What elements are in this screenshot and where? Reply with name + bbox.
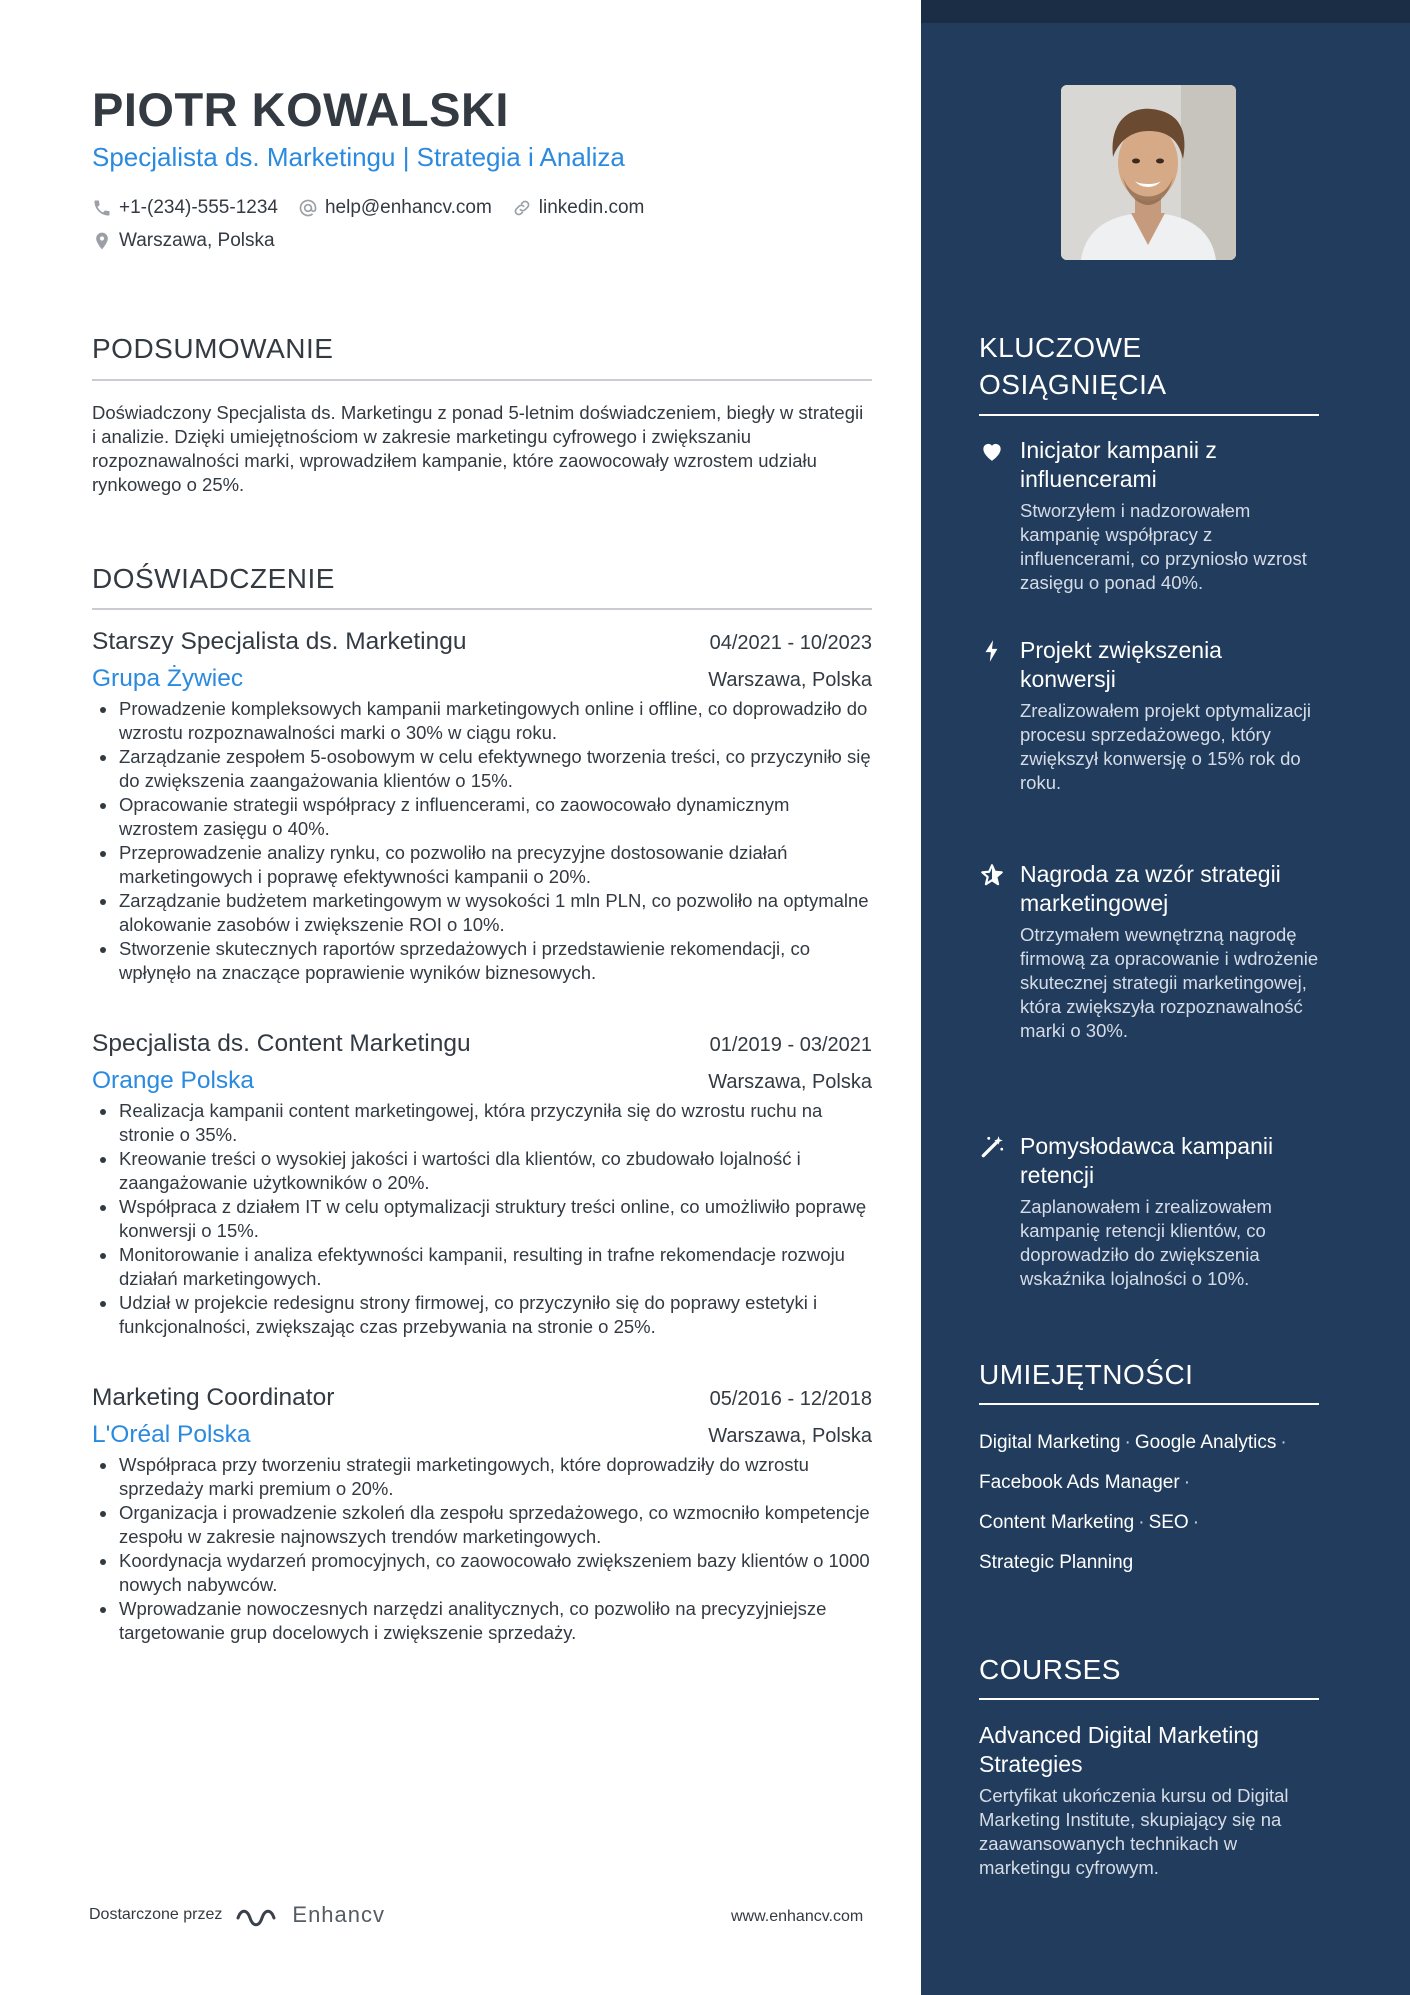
achievement-item <box>979 860 1319 1043</box>
skills-list <box>979 1423 1319 1583</box>
job-title: Marketing Coordinator <box>92 1384 335 1411</box>
achievement-title: Projekt zwiększenia konwersji <box>1020 637 1222 692</box>
skill-separator: · <box>1280 1432 1287 1453</box>
achievements-divider <box>979 414 1319 416</box>
achievement-title: Inicjator kampanii z influencerami <box>1020 437 1217 492</box>
skills-heading: UMIEJĘTNOŚCI <box>979 1359 1194 1390</box>
footer-brand: Enhancv <box>292 1902 386 1927</box>
job-dates: 04/2021 - 10/2023 <box>709 632 872 654</box>
course-item <box>979 1721 1319 1880</box>
candidate-name: PIOTR KOWALSKI <box>92 83 509 136</box>
achievement-desc: Stworzyłem i nadzorowałem kampanię współpracy z influencerami, co przyniosło wzrost zasięgu o ponad 40%. <box>1020 500 1307 593</box>
skill-item: Strategic Planning <box>979 1552 1134 1573</box>
contact-phone <box>92 197 278 219</box>
summary-text: Doświadczony Specjalista ds. Marketingu z ponad 5-letnim doświadczeniem, biegły w strategii i analizie. Dzięki umiejętnościom w zakresie marketingu cyfrowego i zwiększaniu rozpoznawalności marki, wprowadziłem kampanie, które zaowocowały wzrostem udziału rynkowego o 25%. <box>92 402 864 495</box>
list-item: Opracowanie strategii współpracy z influencerami, co zaowocowało dynamicznym wzrostem zasięgu o 40%. <box>92 793 872 841</box>
experience-divider <box>92 608 872 610</box>
job-bullets <box>92 1453 872 1645</box>
job-entry <box>92 1030 872 1339</box>
achievement-item <box>979 1132 1319 1291</box>
phone-icon <box>92 198 112 218</box>
contact-row <box>92 197 664 219</box>
list-item: Zarządzanie zespołem 5-osobowym w celu efektywnego tworzenia treści, co przyczyniło się do zwiększenia zaangażowania klientów o 15%. <box>92 745 872 793</box>
contact-email[interactable] <box>298 197 492 219</box>
skills-divider <box>979 1403 1319 1405</box>
achievements-heading: KLUCZOWE OSIĄGNIĘCIA <box>979 332 1167 400</box>
list-item: Prowadzenie kompleksowych kampanii marketingowych online i offline, co doprowadziło do wzrostu rozpoznawalności marki o 30% w ciągu roku. <box>92 697 872 745</box>
list-item: Współpraca z działem IT w celu optymalizacji struktury treści online, co umożliwiło poprawę konwersji o 15%. <box>92 1195 872 1243</box>
sidebar <box>921 0 1410 1995</box>
summary-heading: PODSUMOWANIE <box>92 333 334 364</box>
sidebar-top-bar <box>921 0 1410 23</box>
at-icon <box>298 198 318 218</box>
list-item: Udział w projekcie redesignu strony firmowej, co przyczyniło się do poprawy estetyki i funkcjonalności, zwiększając czas przebywania na stronie o 25%. <box>92 1291 872 1339</box>
list-item: Zarządzanie budżetem marketingowym w wysokości 1 mln PLN, co pozwoliło na optymalne alokowanie zasobów i zwiększenie ROI o 10%. <box>92 889 872 937</box>
list-item: Koordynacja wydarzeń promocyjnych, co zaowocowało zwiększeniem bazy klientów o 1000 nowych nabywców. <box>92 1549 872 1597</box>
skill-item: Content Marketing <box>979 1512 1135 1533</box>
profile-photo <box>1061 85 1236 260</box>
skill-separator: · <box>1124 1432 1131 1453</box>
list-item: Współpraca przy tworzeniu strategii marketingowych, które doprowadziły do wzrostu sprzedaży marki premium o 20%. <box>92 1453 872 1501</box>
skill-separator: · <box>1138 1512 1145 1533</box>
skill-separator: · <box>1183 1472 1191 1493</box>
job-location: Warszawa, Polska <box>708 1425 872 1447</box>
summary-divider <box>92 379 872 381</box>
contact-linkedin[interactable] <box>512 197 645 219</box>
enhancv-logo-icon <box>234 1902 284 1928</box>
achievement-item <box>979 436 1319 595</box>
list-item: Stworzenie skutecznych raportów sprzedażowych i przedstawienie rekomendacji, co wpłynęło na znaczące poprawienie wyników biznesowych. <box>92 937 872 985</box>
bolt-icon <box>979 638 1005 664</box>
location-pin-icon <box>92 231 112 251</box>
courses-heading: COURSES <box>979 1654 1121 1685</box>
job-company: Orange Polska <box>92 1067 255 1094</box>
achievement-title: Nagroda za wzór strategii marketingowej <box>1020 861 1281 916</box>
star-icon <box>979 862 1005 888</box>
job-bullets <box>92 1099 872 1339</box>
list-item: Monitorowanie i analiza efektywności kampanii, resulting in trafne rekomendacje rozwoju działań marketingowych. <box>92 1243 872 1291</box>
job-dates: 05/2016 - 12/2018 <box>709 1388 872 1410</box>
heart-icon <box>979 438 1005 464</box>
link-icon <box>512 198 532 218</box>
skill-item: SEO <box>1148 1512 1189 1533</box>
list-item: Przeprowadzenie analizy rynku, co pozwoliło na precyzyjne dostosowanie działań marketingowych i poprawę efektywności kampanii o 20%. <box>92 841 872 889</box>
contact-location <box>92 230 275 252</box>
achievement-desc: Zaplanowałem i zrealizowałem kampanię retencji klientów, co doprowadziło do zwiększenia wskaźnika lojalności o 10%. <box>1020 1196 1272 1289</box>
job-title: Specjalista ds. Content Marketingu <box>92 1030 471 1057</box>
job-dates: 01/2019 - 03/2021 <box>709 1034 872 1056</box>
job-title: Starszy Specjalista ds. Marketingu <box>92 628 467 655</box>
experience-heading: DOŚWIADCZENIE <box>92 563 335 594</box>
achievement-desc: Zrealizowałem projekt optymalizacji procesu sprzedażowego, który zwiększył konwersję o 15% rok do roku. <box>1020 700 1311 793</box>
skill-item: Digital Marketing <box>979 1432 1121 1453</box>
linkedin-text[interactable]: linkedin.com <box>538 197 645 218</box>
job-company: Grupa Żywiec <box>92 665 244 692</box>
skill-separator: · <box>1192 1512 1200 1533</box>
candidate-title: Specjalista ds. Marketingu | Strategia i Analiza <box>92 142 625 172</box>
list-item: Kreowanie treści o wysokiej jakości i wartości dla klientów, co zbudowało lojalność i zaangażowanie użytkowników o 20%. <box>92 1147 872 1195</box>
powered-by-text: Dostarczone przez <box>89 1906 223 1923</box>
location-text: Warszawa, Polska <box>119 230 275 251</box>
job-location: Warszawa, Polska <box>708 1071 872 1093</box>
list-item: Organizacja i prowadzenie szkoleń dla zespołu sprzedażowego, co wzmocniło kompetencje zespołu w zakresie najnowszych trendów marketingowych. <box>92 1501 872 1549</box>
skill-item: Google Analytics <box>1134 1432 1277 1453</box>
footer-website[interactable]: www.enhancv.com <box>731 1908 864 1925</box>
location-row <box>92 230 295 252</box>
skill-item: Facebook Ads Manager <box>979 1472 1180 1493</box>
phone-text: +1-(234)-555-1234 <box>119 197 278 218</box>
list-item: Wprowadzanie nowoczesnych narzędzi analitycznych, co pozwoliło na precyzyjniejsze targetowanie grup docelowych i zwiększenie sprzedaży. <box>92 1597 872 1645</box>
job-bullets <box>92 697 872 985</box>
achievement-title: Pomysłodawca kampanii retencji <box>1020 1133 1274 1188</box>
achievement-item <box>979 636 1319 795</box>
job-company: L'Oréal Polska <box>92 1421 251 1448</box>
footer-powered-by <box>89 1902 385 1928</box>
achievement-desc: Otrzymałem wewnętrzną nagrodę firmową za opracowanie i wdrożenie skutecznej strategii marketingowej, która zwiększyła rozpoznawalność marki o 30%. <box>1020 924 1319 1041</box>
email-text[interactable]: help@enhancv.com <box>324 197 492 218</box>
course-desc: Certyfikat ukończenia kursu od Digital Marketing Institute, skupiający się na zaawansowanych technikach w marketingu cyfrowym. <box>979 1785 1289 1878</box>
list-item: Realizacja kampanii content marketingowej, która przyczyniła się do wzrostu ruchu na stronie o 35%. <box>92 1099 872 1147</box>
job-entry <box>92 1384 872 1645</box>
avatar <box>1061 85 1236 260</box>
courses-divider <box>979 1698 1319 1700</box>
course-title: Advanced Digital Marketing Strategies <box>979 1722 1259 1777</box>
job-entry <box>92 628 872 985</box>
job-location: Warszawa, Polska <box>708 669 872 691</box>
magic-wand-icon <box>979 1134 1005 1160</box>
